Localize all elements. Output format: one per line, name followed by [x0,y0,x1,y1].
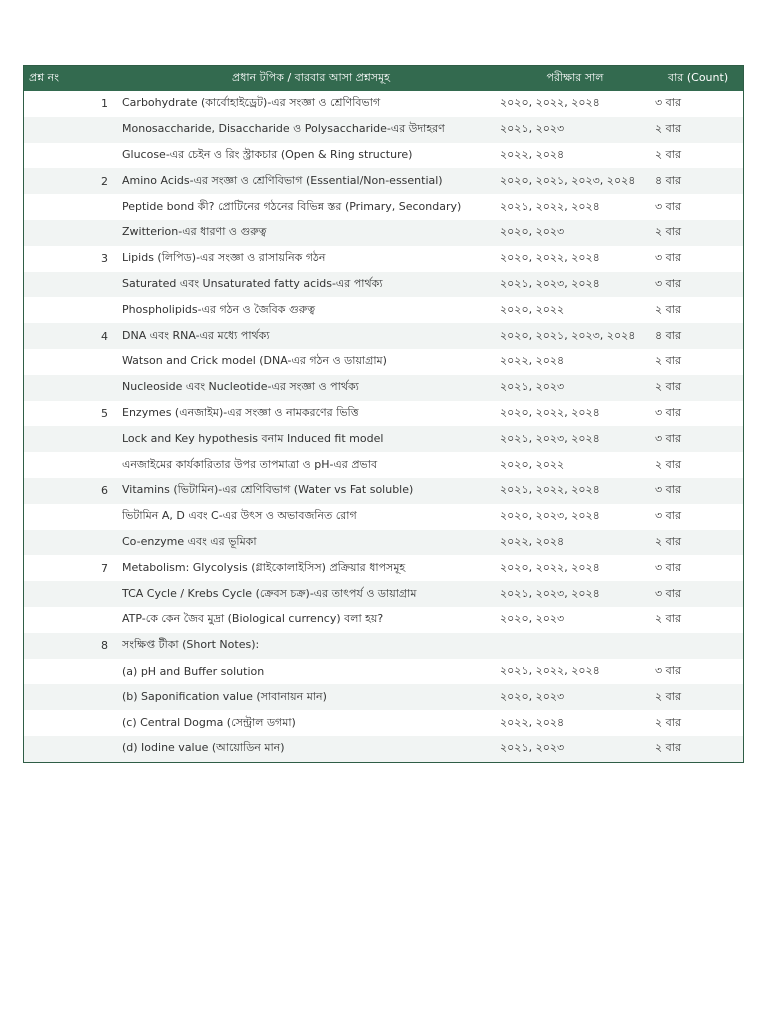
cell-topic: সংক্ষিপ্ত টীকা (Short Notes): [122,633,500,659]
table-row [24,710,743,736]
cell-question-no: 4 [24,323,122,349]
cell-question-no [24,117,122,143]
table-header [24,66,743,91]
cell-topic: Lipids (লিপিড)-এর সংজ্ঞা ও রাসায়নিক গঠন [122,251,326,265]
cell-exam-year: ২০২২, ২০২৪ [500,715,565,729]
cell-question-no: 1 [101,97,108,111]
cell-exam-year: ২০২১, ২০২৩ [500,375,650,401]
cell-count: ৪ বার [650,323,743,349]
cell-question-no [24,426,122,452]
cell-topic: Glucose-এর চেইন ও রিং স্ট্রাকচার (Open & Ring structure) [122,147,413,161]
table-row [24,349,743,375]
cell-topic: Lock and Key hypothesis বনাম Induced fit model [122,426,500,452]
cell-topic: (a) pH and Buffer solution [122,664,265,678]
cell-question-no [24,710,122,736]
cell-question-no [24,272,122,298]
header-count: বার (Count) [650,66,743,91]
cell-count: ২ বার [650,684,743,710]
cell-count: ২ বার [655,302,682,316]
cell-exam-year: ২০২২, ২০২৪ [500,147,565,161]
table-row [24,530,743,556]
cell-count [650,633,743,659]
cell-exam-year: ২০২২, ২০২৪ [500,530,650,556]
cell-exam-year: ২০২০, ২০২২, ২০২৪ [500,560,600,574]
cell-count: ৩ বার [655,509,682,523]
cell-exam-year: ২০২১, ২০২২, ২০২৪ [500,478,650,504]
cell-question-no [24,736,122,762]
cell-count: ২ বার [650,375,743,401]
table-row [24,659,743,685]
cell-count: ৩ বার [655,663,682,677]
cell-topic: Carbohydrate (কার্বোহাইড্রেট)-এর সংজ্ঞা ও শ্রেণিবিভাগ [122,96,381,110]
table-row [24,555,743,581]
cell-topic: (b) Saponification value (সাবানায়ন মান) [122,684,500,710]
cell-exam-year: ২০২০, ২০২৩ [500,612,565,626]
cell-topic: Phospholipids-এর গঠন ও জৈবিক গুরুত্ব [122,302,316,316]
table-row [24,143,743,169]
cell-count: ২ বার [655,457,682,471]
cell-topic: এনজাইমের কার্যকারিতার উপর তাপমাত্রা ও pH-এর প্রভাব [122,457,378,471]
cell-question-no: 5 [101,406,108,420]
cell-topic: Metabolism: Glycolysis (গ্লাইকোলাইসিস) প্রক্রিয়ার ধাপসমূহ [122,560,406,574]
table-body [24,91,743,762]
cell-question-no [24,194,122,220]
cell-count: ২ বার [655,715,682,729]
cell-count: ২ বার [655,147,682,161]
cell-count: ২ বার [650,530,743,556]
cell-exam-year: ২০২১, ২০২২, ২০২৪ [500,199,600,213]
cell-exam-year: ২০২১, ২০২২, ২০২৪ [500,663,600,677]
table-row [24,504,743,530]
cell-question-no [24,220,122,246]
cell-exam-year: ২০২০, ২০২১, ২০২৩, ২০২৪ [500,323,650,349]
table-row [24,272,743,298]
cell-exam-year: ২০২০, ২০২৩, ২০২৪ [500,509,600,523]
question-table-grid [24,66,743,762]
cell-question-no [24,452,122,478]
cell-exam-year: ২০২০, ২০২৩ [500,684,650,710]
cell-topic: Monosaccharide, Disaccharide ও Polysaccharide-এর উদাহরণ [122,117,500,143]
cell-topic: TCA Cycle / Krebs Cycle (ক্রেবস চক্র)-এর তাৎপর্য ও ডায়াগ্রাম [122,581,500,607]
cell-question-no: 6 [24,478,122,504]
cell-exam-year: ২০২২, ২০২৪ [500,354,565,368]
cell-count: ২ বার [650,117,743,143]
cell-exam-year: ২০২০, ২০২২ [500,457,565,471]
cell-question-no [24,659,122,685]
cell-count: ৩ বার [655,96,682,110]
header-exam-year: পরীক্ষার সাল [500,66,650,91]
cell-topic: (d) Iodine value (আয়োডিন মান) [122,736,500,762]
table-row [24,426,743,452]
cell-topic: Enzymes (এনজাইম)-এর সংজ্ঞা ও নামকরণের ভিত্তি [122,405,359,419]
cell-topic: ATP-কে কেন জৈব মুদ্রা (Biological currency) বলা হয়? [122,612,384,626]
table-row [24,684,743,710]
cell-topic: ভিটামিন A, D এবং C-এর উৎস ও অভাবজনিত রোগ [122,509,357,523]
table-row [24,323,743,349]
table-row [24,91,743,117]
cell-topic: Vitamins (ভিটামিন)-এর শ্রেণিবিভাগ (Water vs Fat soluble) [122,478,500,504]
table-row [24,607,743,633]
cell-count: ৩ বার [655,405,682,419]
table-row [24,194,743,220]
cell-question-no: 8 [24,633,122,659]
table-row [24,581,743,607]
table-row [24,452,743,478]
cell-exam-year: ২০২০, ২০২২, ২০২৪ [500,96,600,110]
cell-question-no: 3 [101,252,108,266]
table-row [24,736,743,762]
table-row [24,168,743,194]
cell-count: ২ বার [650,736,743,762]
cell-question-no [24,375,122,401]
cell-question-no [24,581,122,607]
table-row [24,220,743,246]
cell-topic: Zwitterion-এর ধারণা ও গুরুত্ব [122,220,500,246]
cell-count: ৩ বার [655,199,682,213]
table-row [24,117,743,143]
question-table [23,65,744,763]
cell-topic: Watson and Crick model (DNA-এর গঠন ও ডায়াগ্রাম) [122,354,387,368]
cell-exam-year: ২০২১, ২০২৩, ২০২৪ [500,426,650,452]
cell-question-no [24,530,122,556]
cell-count: ৩ বার [650,426,743,452]
cell-count: ৩ বার [650,478,743,504]
cell-count: ২ বার [655,354,682,368]
cell-count: ৩ বার [655,251,682,265]
cell-count: ৩ বার [655,560,682,574]
cell-topic: DNA এবং RNA-এর মধ্যে পার্থক্য [122,323,500,349]
cell-question-no [24,349,122,375]
table-row [24,478,743,504]
cell-topic: Co-enzyme এবং এর ভূমিকা [122,530,500,556]
cell-exam-year: ২০২১, ২০২৩ [500,117,650,143]
cell-exam-year: ২০২০, ২০২২ [500,302,565,316]
cell-exam-year: ২০২১, ২০২৩, ২০২৪ [500,272,650,298]
cell-question-no [24,297,122,323]
cell-exam-year: ২০২০, ২০২৩ [500,220,650,246]
table-row [24,297,743,323]
cell-question-no [24,143,122,169]
header-question-no: প্রশ্ন নং [24,66,122,91]
cell-topic: Amino Acids-এর সংজ্ঞা ও শ্রেণিবিভাগ (Essential/Non-essential) [122,168,500,194]
cell-question-no: 7 [101,561,108,575]
cell-topic: (c) Central Dogma (সেন্ট্রাল ডগমা) [122,715,296,729]
table-row [24,246,743,272]
table-row [24,375,743,401]
cell-count: ৩ বার [650,272,743,298]
cell-count: ২ বার [655,612,682,626]
cell-count: ৪ বার [650,168,743,194]
cell-count: ২ বার [650,220,743,246]
cell-count: ৩ বার [650,581,743,607]
header-row [24,66,743,91]
cell-exam-year: ২০২১, ২০২৩, ২০২৪ [500,581,650,607]
cell-question-no [24,607,122,633]
table-row [24,633,743,659]
cell-exam-year: ২০২০, ২০২১, ২০২৩, ২০২৪ [500,168,650,194]
cell-topic: Peptide bond কী? প্রোটিনের গঠনের বিভিন্ন স্তর (Primary, Secondary) [122,199,462,213]
cell-topic: Nucleoside এবং Nucleotide-এর সংজ্ঞা ও পার্থক্য [122,375,500,401]
cell-exam-year: ২০২০, ২০২২, ২০২৪ [500,405,600,419]
cell-question-no [24,684,122,710]
cell-exam-year: ২০২১, ২০২৩ [500,736,650,762]
cell-exam-year: ২০২০, ২০২২, ২০২৪ [500,251,600,265]
table-row [24,401,743,427]
cell-exam-year [500,633,650,659]
cell-topic: Saturated এবং Unsaturated fatty acids-এর পার্থক্য [122,272,500,298]
header-topic: প্রধান টপিক / বারবার আসা প্রশ্নসমূহ [122,66,500,91]
cell-question-no: 2 [24,168,122,194]
cell-question-no [24,504,122,530]
